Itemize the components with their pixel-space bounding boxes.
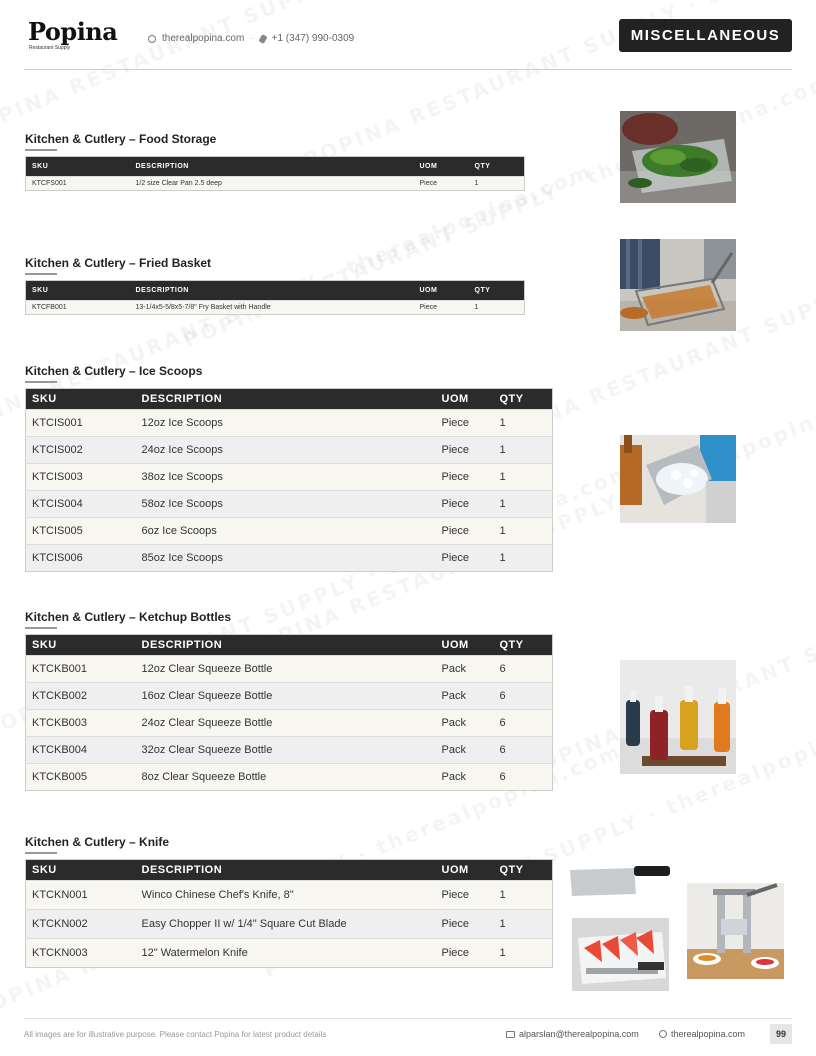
col-uom: UOM [414, 157, 469, 177]
header-phone[interactable]: +1 (347) 990-0309 [271, 33, 355, 44]
brand-name: Popina [28, 17, 118, 46]
cell-description: Easy Chopper II w/ 1/4" Square Cut Blade [136, 910, 436, 939]
table-row [26, 410, 553, 437]
col-qty: QTY [494, 635, 553, 656]
cell-uom: Piece [414, 301, 469, 315]
cell-uom: Pack [436, 764, 494, 791]
table-row [26, 491, 553, 518]
globe-icon [148, 35, 156, 43]
col-sku: SKU [26, 281, 130, 301]
cell-description: 8oz Clear Squeeze Bottle [136, 764, 436, 791]
cell-sku: KTCKN003 [26, 939, 136, 968]
cell-qty: 1 [494, 939, 553, 968]
cell-qty: 1 [494, 910, 553, 939]
cell-sku: KTCKN002 [26, 910, 136, 939]
cell-sku: KTCIS002 [26, 437, 136, 464]
section-knife [25, 835, 553, 968]
section-food-storage [25, 132, 525, 191]
cell-qty: 6 [494, 737, 553, 764]
cell-qty: 1 [494, 464, 553, 491]
cell-qty: 6 [494, 764, 553, 791]
cell-description: Winco Chinese Chef's Knife, 8" [136, 881, 436, 910]
cell-description: 6oz Ice Scoops [136, 518, 436, 545]
cell-sku: KTCKB005 [26, 764, 136, 791]
cell-sku: KTCKB004 [26, 737, 136, 764]
cell-qty: 6 [494, 683, 553, 710]
footer-website[interactable]: therealpopina.com [671, 1029, 746, 1039]
table-row [26, 464, 553, 491]
table-header [26, 860, 553, 881]
cell-sku: KTCFB001 [26, 301, 130, 315]
cell-description: 58oz Ice Scoops [136, 491, 436, 518]
cell-uom: Piece [414, 177, 469, 191]
ice-scoop-photo [620, 435, 736, 523]
product-table [25, 280, 525, 315]
header-contact [148, 33, 354, 44]
table-row [26, 737, 553, 764]
cell-uom: Pack [436, 683, 494, 710]
table-row [26, 881, 553, 910]
col-uom: UOM [414, 281, 469, 301]
table-row [26, 545, 553, 572]
cell-uom: Pack [436, 737, 494, 764]
product-table [25, 859, 553, 968]
section-title: Kitchen & Cutlery – Ice Scoops [25, 364, 553, 382]
cell-description: 85oz Ice Scoops [136, 545, 436, 572]
cell-description: 12oz Clear Squeeze Bottle [136, 656, 436, 683]
cell-description: 1/2 size Clear Pan 2.5 deep [130, 177, 414, 191]
section-title: Kitchen & Cutlery – Fried Basket [25, 256, 525, 274]
cell-uom: Pack [436, 656, 494, 683]
cell-description: 12" Watermelon Knife [136, 939, 436, 968]
table-row [26, 437, 553, 464]
cell-qty: 1 [494, 545, 553, 572]
col-uom: UOM [436, 389, 494, 410]
fry-basket-photo [620, 239, 736, 331]
cell-description: 38oz Ice Scoops [136, 464, 436, 491]
section-ketchup-bottles [25, 610, 553, 791]
cell-description: 13-1/4x5-5/8x5-7/8" Fry Basket with Handle [130, 301, 414, 315]
section-title: Kitchen & Cutlery – Food Storage [25, 132, 525, 150]
footer-disclaimer: All images are for illustrative purpose. Please contact Popina for latest product details [24, 1030, 327, 1039]
product-table [25, 156, 525, 191]
cell-sku: KTCFS001 [26, 177, 130, 191]
table-row [26, 939, 553, 968]
cell-sku: KTCKB002 [26, 683, 136, 710]
table-row [26, 656, 553, 683]
table-row [26, 518, 553, 545]
cell-sku: KTCIS001 [26, 410, 136, 437]
section-title: Kitchen & Cutlery – Knife [25, 835, 553, 853]
mail-icon [506, 1031, 515, 1038]
footer-website-group [659, 1029, 745, 1039]
cell-description: 12oz Ice Scoops [136, 410, 436, 437]
table-row [26, 710, 553, 737]
cell-qty: 1 [494, 437, 553, 464]
globe-icon [659, 1030, 667, 1038]
col-sku: SKU [26, 635, 136, 656]
col-qty: QTY [494, 389, 553, 410]
section-title: Kitchen & Cutlery – Ketchup Bottles [25, 610, 553, 628]
cell-qty: 1 [494, 881, 553, 910]
cell-qty: 1 [494, 410, 553, 437]
col-qty: QTY [469, 157, 525, 177]
table-row [26, 301, 525, 315]
cell-sku: KTCIS006 [26, 545, 136, 572]
table-row [26, 764, 553, 791]
col-description: DESCRIPTION [130, 157, 414, 177]
product-table [25, 634, 553, 791]
col-description: DESCRIPTION [136, 635, 436, 656]
cell-sku: KTCKB001 [26, 656, 136, 683]
brand-tagline: Restaurant Supply [29, 45, 71, 51]
footer-email[interactable]: alparslan@therealpopina.com [519, 1029, 639, 1039]
cell-qty: 1 [494, 518, 553, 545]
table-row [26, 177, 525, 191]
cell-qty: 6 [494, 656, 553, 683]
cell-uom: Piece [436, 545, 494, 572]
cell-uom: Piece [436, 939, 494, 968]
cell-sku: KTCIS005 [26, 518, 136, 545]
page-header [0, 0, 816, 70]
col-uom: UOM [436, 860, 494, 881]
cell-description: 16oz Clear Squeeze Bottle [136, 683, 436, 710]
col-description: DESCRIPTION [136, 389, 436, 410]
footer-divider [24, 1018, 792, 1019]
salad-pan-photo [620, 111, 736, 203]
separator: · [250, 33, 254, 44]
cleaver-photo [568, 862, 672, 898]
table-row [26, 683, 553, 710]
section-ice-scoops [25, 364, 553, 572]
cell-uom: Piece [436, 910, 494, 939]
col-sku: SKU [26, 389, 136, 410]
footer-email-group [506, 1029, 639, 1039]
section-fried-basket [25, 256, 525, 315]
product-table [25, 388, 553, 572]
cell-uom: Piece [436, 881, 494, 910]
col-qty: QTY [494, 860, 553, 881]
page-number: 99 [770, 1024, 792, 1044]
table-header [26, 157, 525, 177]
table-row [26, 910, 553, 939]
cell-uom: Piece [436, 464, 494, 491]
col-qty: QTY [469, 281, 525, 301]
col-sku: SKU [26, 157, 130, 177]
chopper-photo [687, 883, 784, 979]
table-header [26, 635, 553, 656]
squeeze-bottles-photo [620, 660, 736, 774]
cell-sku: KTCIS004 [26, 491, 136, 518]
cell-uom: Piece [436, 410, 494, 437]
cell-uom: Piece [436, 518, 494, 545]
table-header [26, 389, 553, 410]
cell-uom: Piece [436, 491, 494, 518]
cell-description: 24oz Clear Squeeze Bottle [136, 710, 436, 737]
col-uom: UOM [436, 635, 494, 656]
cell-description: 24oz Ice Scoops [136, 437, 436, 464]
header-website[interactable]: therealpopina.com [162, 33, 245, 44]
watermelon-photo [572, 918, 669, 991]
col-description: DESCRIPTION [130, 281, 414, 301]
col-description: DESCRIPTION [136, 860, 436, 881]
cell-uom: Piece [436, 437, 494, 464]
cell-qty: 6 [494, 710, 553, 737]
col-sku: SKU [26, 860, 136, 881]
cell-sku: KTCKN001 [26, 881, 136, 910]
cell-sku: KTCKB003 [26, 710, 136, 737]
table-header [26, 281, 525, 301]
cell-qty: 1 [469, 301, 525, 315]
popina-logo [28, 17, 118, 52]
phone-icon [258, 34, 267, 44]
cell-description: 32oz Clear Squeeze Bottle [136, 737, 436, 764]
cell-sku: KTCIS003 [26, 464, 136, 491]
cell-uom: Pack [436, 710, 494, 737]
cell-qty: 1 [469, 177, 525, 191]
cell-qty: 1 [494, 491, 553, 518]
category-badge: MISCELLANEOUS [619, 19, 792, 52]
